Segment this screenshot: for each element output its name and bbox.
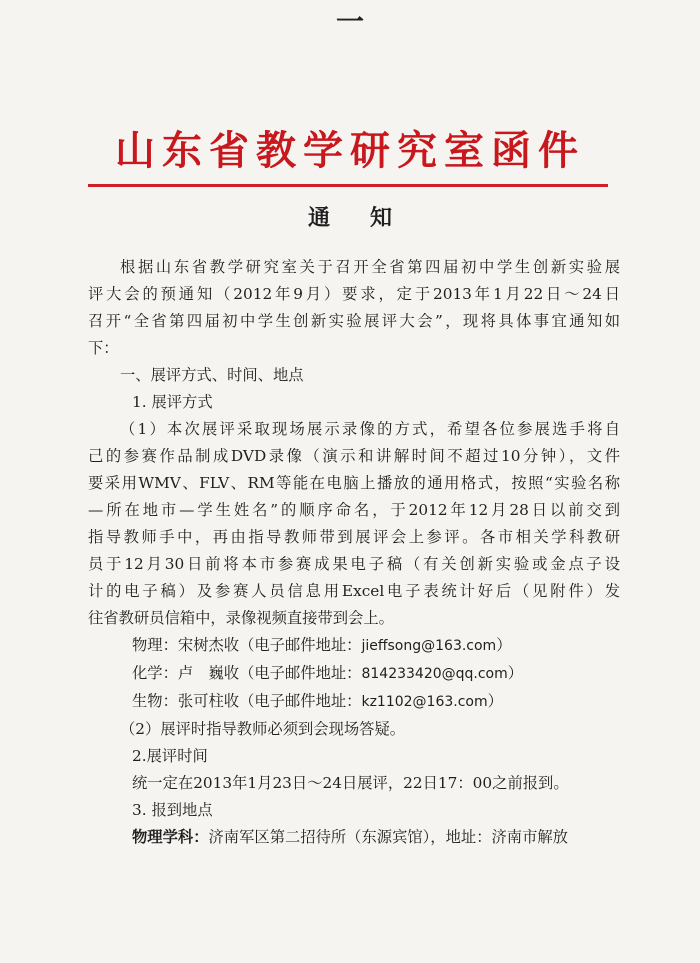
location-label: 物理学科： [132, 828, 209, 846]
paragraph-line: （1）本次展评采取现场展示录像的方式，希望各位参展选手将自 [120, 420, 620, 438]
page-number: 一 [335, 5, 364, 38]
contact-label: 物理：宋树杰收（电子邮件地址： [132, 636, 362, 654]
paragraph-line: 计的电子稿）及参赛人员信息用Excel电子表统计好后（见附件）发 [88, 582, 620, 600]
intro-line: 召开“全省第四届初中学生创新实验展评大会”，现将具体事宜通知如 [88, 312, 620, 330]
email-link[interactable]: 814233420@qq.com [361, 666, 508, 682]
paragraph-line: 员于12月30日前将本市参赛成果电子稿（有关创新实验或金点子设 [88, 555, 620, 573]
intro-line: 根据山东省教学研究室关于召开全省第四届初中学生创新实验展 [120, 258, 620, 276]
contact-label: 生物：张可柱收（电子邮件地址： [132, 692, 362, 710]
contact-chemistry [88, 660, 620, 688]
contact-label: 化学：卢 巍收（电子邮件地址： [132, 664, 362, 682]
document-title: 通知 [307, 205, 432, 231]
intro-line: 评大会的预通知（2012年9月）要求，定于2013年1月22日～24日 [88, 285, 620, 303]
contact-close: ） [507, 664, 524, 682]
time-line: 统一定在2013年1月23日～24日展评，22日17：00之前报到。 [132, 774, 569, 792]
letterhead-title: 山东省教学研究室函件 [115, 127, 585, 174]
contact-physics [88, 632, 620, 660]
contact-biology [88, 688, 620, 716]
email-link[interactable]: jieffsong@163.com [361, 638, 497, 654]
email-link[interactable]: kz1102@163.com [361, 694, 488, 710]
paragraph-line: 往省教研员信箱中，录像视频直接带到会上。 [88, 609, 394, 627]
paragraph-line: 要采用WMV、FLV、RM等能在电脑上播放的通用格式，按照“实验名称 [88, 474, 620, 492]
location-line [88, 824, 620, 851]
subsection-heading: 3. 报到地点 [132, 801, 213, 819]
intro-line: 下： [88, 339, 119, 357]
contact-close: ） [487, 692, 503, 710]
paragraph-line: 指导教师手中，再由指导教师带到展评会上参评。各市相关学科教研 [88, 528, 620, 546]
subsection-heading: 2.展评时间 [132, 747, 208, 765]
subsection-heading: 1. 展评方式 [132, 393, 213, 411]
paragraph-line: —所在地市—学生姓名”的顺序命名，于2012年12月28日以前交到 [88, 501, 620, 519]
paragraph-line: （2）展评时指导教师必须到会现场答疑。 [120, 720, 406, 738]
contact-close: ） [496, 636, 512, 654]
letterhead-rule [88, 184, 608, 187]
section-heading: 一、展评方式、时间、地点 [120, 366, 304, 384]
location-text: 济南军区第二招待所（东源宾馆），地址：济南市解放 [208, 828, 568, 846]
paragraph-line: 己的参赛作品制成DVD录像（演示和讲解时间不超过10分钟），文件 [88, 447, 620, 465]
document-body [88, 254, 620, 851]
